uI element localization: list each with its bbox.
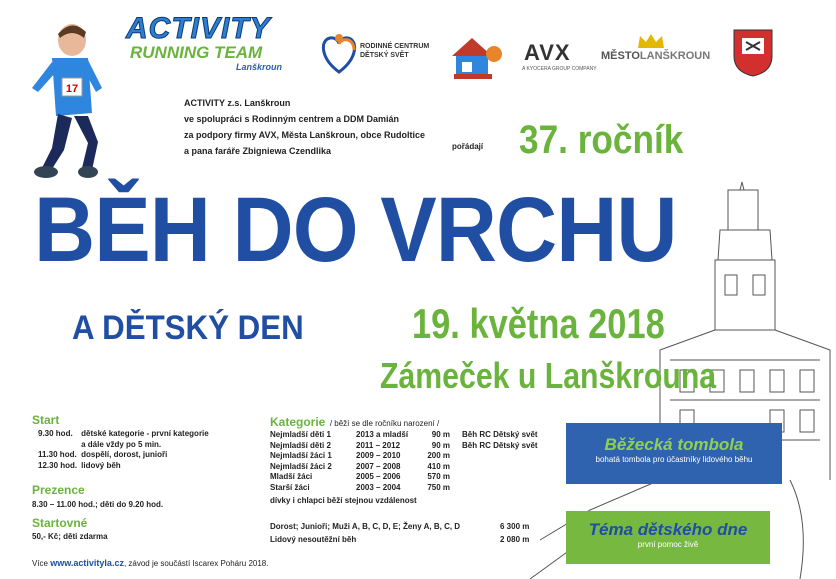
tema-title: Téma dětského dne bbox=[588, 520, 748, 539]
avx-logo: AVX bbox=[524, 40, 571, 65]
tema-subtitle: první pomoc živě bbox=[637, 540, 699, 549]
event-title: BĚH DO VRCHU bbox=[34, 179, 677, 281]
start-row bbox=[38, 429, 213, 440]
poradaji-text: pořádají bbox=[452, 142, 484, 151]
crown-icon bbox=[636, 32, 666, 50]
kat-dist: 90 m bbox=[431, 430, 450, 439]
mesto-logo-word: MĚSTO bbox=[601, 50, 640, 62]
kategorie-row bbox=[270, 441, 542, 452]
kat-years: 2007 – 2008 bbox=[356, 461, 401, 471]
kat-note bbox=[462, 483, 542, 494]
kat-note: Běh RC Dětský svět bbox=[462, 430, 538, 439]
kat-years: 2011 – 2012 bbox=[356, 440, 401, 450]
lidovy-label: Lidový nesoutěžní běh bbox=[270, 535, 357, 544]
mesto-logo-city: LANŠKROUN bbox=[639, 50, 711, 62]
rc-logo-text bbox=[360, 42, 429, 60]
kat-dist: 410 m bbox=[427, 461, 450, 471]
kategorie-header bbox=[270, 413, 439, 431]
adult-categories: Dorost; Junioři; Muži A, B, C, D, E; Ženy A, B, C, D bbox=[270, 522, 461, 531]
kategorie-heading: Kategorie bbox=[270, 415, 326, 429]
event-subtitle: A DĚTSKÝ DEN bbox=[72, 309, 304, 347]
start-table bbox=[38, 429, 213, 471]
start-time: 11.30 hod. bbox=[38, 450, 77, 459]
kat-name: Nejmladší žáci 1 bbox=[270, 451, 332, 460]
rc-logo-line1: RODINNÉ CENTRUM bbox=[360, 43, 430, 50]
start-row bbox=[38, 450, 213, 461]
kat-name: Nejmladší žáci 2 bbox=[270, 461, 332, 471]
organizers-line2: ve spolupráci s Rodinným centrem a DDM Damián bbox=[184, 114, 400, 124]
kat-note bbox=[462, 451, 542, 462]
activity-logo-title: ACTIVITY bbox=[126, 12, 271, 45]
kat-years: 2003 – 2004 bbox=[356, 482, 401, 492]
kategorie-table bbox=[270, 430, 542, 493]
mesto-logo bbox=[601, 50, 710, 62]
start-desc: dětské kategorie - první kategorie bbox=[81, 429, 209, 438]
adult-distance: 6 300 m bbox=[500, 522, 530, 531]
kat-dist: 90 m bbox=[431, 440, 450, 450]
kategorie-row bbox=[270, 462, 542, 473]
event-place: Zámeček u Lanškrouna bbox=[380, 355, 717, 396]
prezence-text: 8.30 – 11.00 hod.; děti do 9.20 hod. bbox=[32, 500, 164, 509]
tombola-subtitle: bohatá tombola pro účastníky lidového běhu bbox=[595, 455, 753, 464]
kat-note bbox=[462, 472, 542, 483]
kat-dist: 750 m bbox=[427, 482, 450, 492]
activity-logo-city: Lanškroun bbox=[235, 62, 282, 72]
kat-note bbox=[462, 462, 542, 473]
kat-name: Mladší žáci bbox=[270, 472, 313, 481]
organizers-text bbox=[184, 95, 425, 159]
start-time: 12.30 hod. bbox=[38, 460, 78, 470]
kategorie-row bbox=[270, 472, 542, 483]
rc-logo-line2: DĚTSKÝ SVĚT bbox=[360, 52, 409, 59]
start-heading: Start bbox=[32, 413, 60, 427]
activity-logo-sub: RUNNING TEAM bbox=[130, 43, 263, 62]
coat-of-arms-icon bbox=[732, 28, 774, 78]
start-row bbox=[38, 461, 213, 472]
kategorie-row bbox=[270, 483, 542, 494]
organizers-line1: ACTIVITY z.s. Lanškroun bbox=[184, 98, 291, 108]
kategorie-row bbox=[270, 430, 542, 441]
start-desc: a dále vždy po 5 min. bbox=[81, 439, 162, 449]
kat-dist: 570 m bbox=[427, 472, 450, 481]
kat-years: 2005 – 2006 bbox=[356, 472, 401, 481]
startovne-heading: Startovné bbox=[32, 516, 88, 530]
lidovy-distance: 2 080 m bbox=[500, 535, 530, 544]
tombola-title: Běžecká tombola bbox=[604, 435, 744, 454]
organizers-line3: za podpory firmy AVX, Města Lanškroun, obce Rudoltice bbox=[184, 130, 426, 140]
start-desc: dospělí, dorost, junioři bbox=[81, 450, 168, 459]
activity-logo bbox=[126, 14, 304, 76]
tema-box bbox=[566, 511, 770, 564]
footer-suffix: , závod je součástí Iscarex Poháru 2018. bbox=[123, 559, 269, 568]
start-time bbox=[38, 440, 81, 451]
kategorie-row bbox=[270, 451, 542, 462]
event-date: 19. května 2018 bbox=[412, 300, 665, 347]
footer-prefix: Více bbox=[32, 559, 49, 568]
tombola-box bbox=[566, 423, 782, 484]
start-row bbox=[38, 440, 213, 451]
kat-name: Starší žáci bbox=[270, 482, 310, 492]
kat-years: 2009 – 2010 bbox=[356, 451, 401, 460]
same-distance-note: dívky i chlapci běží stejnou vzdálenost bbox=[270, 496, 417, 505]
house-logo-icon bbox=[446, 34, 504, 80]
website-link[interactable]: www.activityla.cz bbox=[50, 558, 124, 568]
footer-text bbox=[32, 558, 268, 568]
runner-boy-image bbox=[22, 18, 106, 180]
kat-note: Běh RC Dětský svět bbox=[462, 440, 538, 450]
start-time: 9.30 hod. bbox=[38, 429, 73, 438]
prezence-heading: Prezence bbox=[32, 483, 85, 497]
heart-logo-icon bbox=[318, 30, 360, 76]
kategorie-note: / běží se dle ročníku narození / bbox=[329, 419, 440, 428]
edition-text: 37. ročník bbox=[519, 118, 684, 162]
startovne-text: 50,- Kč; děti zdarma bbox=[32, 532, 108, 541]
kat-dist: 200 m bbox=[427, 451, 450, 460]
runner-bib-number: 17 bbox=[65, 83, 79, 95]
kat-name: Nejmladší děti 1 bbox=[270, 430, 331, 439]
start-desc: lidový běh bbox=[81, 460, 121, 470]
avx-logo-sub: A KYOCERA GROUP COMPANY bbox=[522, 66, 597, 72]
kat-years: 2013 a mladší bbox=[356, 430, 409, 439]
organizers-line4: a pana faráře Zbigniewa Czendlika bbox=[184, 146, 332, 156]
kat-name: Nejmladší děti 2 bbox=[270, 440, 331, 450]
